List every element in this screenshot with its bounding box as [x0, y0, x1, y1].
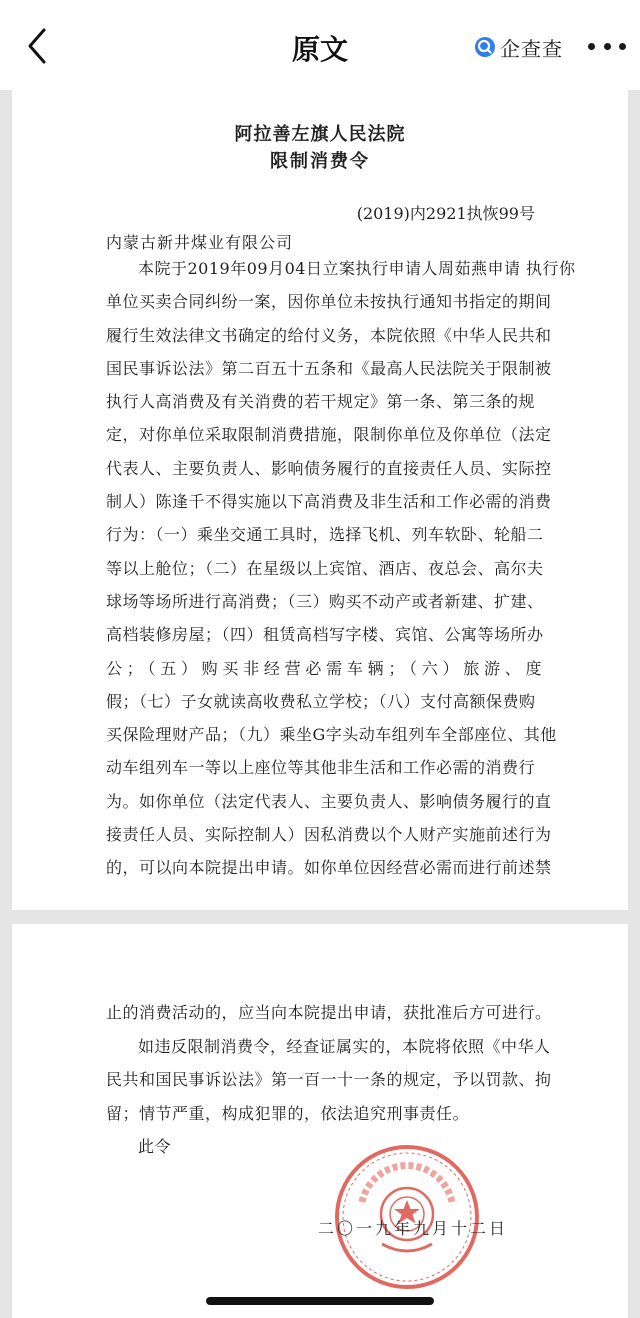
more-dot: [619, 43, 626, 50]
order-continuation-text: [106, 996, 552, 1164]
more-dot: [588, 43, 595, 50]
body-line: 公；（五）购买非经营必需车辆；（六）旅游、度: [106, 658, 542, 678]
case-number: (2019)内2921执恢99号: [356, 204, 535, 223]
document-page-1: [12, 88, 628, 910]
body-line: 留；情节严重，构成犯罪的，依法追究刑事责任。: [106, 1103, 470, 1123]
document-title: 限制消费令: [270, 151, 370, 172]
home-indicator[interactable]: [206, 1297, 434, 1305]
body-line: 代表人、主要负责人、影响债务履行的直接责任人员、实际控: [106, 458, 552, 478]
body-line: 行为：（一）乘坐交通工具时，选择飞机、列车软卧、轮船二: [106, 525, 544, 545]
body-line: 定，对你单位采取限制消费措施，限制你单位及你单位（法定: [106, 425, 552, 445]
more-options-button[interactable]: [588, 38, 626, 54]
body-line: 民共和国民事诉讼法》第一百一十一条的规定，予以罚款、拘: [106, 1070, 552, 1089]
body-line: 国民事诉讼法》第二百五十五条和《最高人民法院关于限制被: [106, 358, 552, 378]
body-line: 制人）陈逢千不得实施以下高消费及非生活和工作必需的消费: [106, 492, 552, 512]
recipient-name: 内蒙古新井煤业有限公司: [106, 233, 294, 252]
body-line: 接责任人员、实际控制人）因私消费以个人财产实施前述行为: [106, 825, 552, 845]
body-line: 执行人高消费及有关消费的若干规定》第一条、第三条的规: [106, 392, 536, 412]
top-navigation-bar: [0, 0, 640, 90]
brand-name: 企查查: [500, 36, 563, 61]
body-line: 买保险理财产品；（九）乘坐G字头动车组列车全部座位、其他: [106, 725, 557, 745]
body-line: 单位买卖合同纠纷一案，因你单位未按执行通知书指定的期间: [106, 292, 552, 312]
body-line: 为。如你单位（法定代表人、主要负责人、影响债务履行的直: [106, 791, 552, 811]
issue-date: 二〇一九年九月十二日: [318, 1219, 509, 1238]
body-line: 假；（七）子女就读高收费私立学校；（八）支付高额保费购: [106, 691, 536, 711]
body-line: 球场等场所进行高消费；（三）购买不动产或者新建、扩建、: [106, 591, 544, 611]
document-page-2: [12, 924, 628, 1318]
order-body-text: [106, 252, 576, 885]
body-line: 的，可以向本院提出申请。如你单位因经营必需而进行前述禁: [106, 858, 552, 878]
body-line: 本院于2019年09月04日立案执行申请人周茹燕申请 执行你: [138, 259, 576, 278]
more-dot: [604, 43, 611, 50]
brand-search-icon: [474, 36, 496, 58]
body-line: 止的消费活动的，应当向本院提出申请，获批准后方可进行。: [106, 1003, 552, 1022]
page-title: 原文: [291, 33, 348, 66]
body-line: 高档装修房屋；（四）租赁高档写字楼、宾馆、公寓等场所办: [106, 625, 544, 645]
brand-logo[interactable]: [474, 33, 563, 61]
closing-line: 此令: [138, 1137, 172, 1156]
body-line: 履行生效法律文书确定的给付义务，本院依照《中华人民共和: [106, 325, 552, 345]
court-name: 阿拉善左旗人民法院: [234, 124, 406, 145]
body-line: 等以上舱位；（二）在星级以上宾馆、酒店、夜总会、高尔夫: [106, 558, 544, 578]
body-line: 如违反限制消费令，经查证属实的，本院将依照《中华人: [138, 1036, 551, 1056]
body-line: 动车组列车一等以上座位等其他非生活和工作必需的消费行: [106, 758, 536, 778]
